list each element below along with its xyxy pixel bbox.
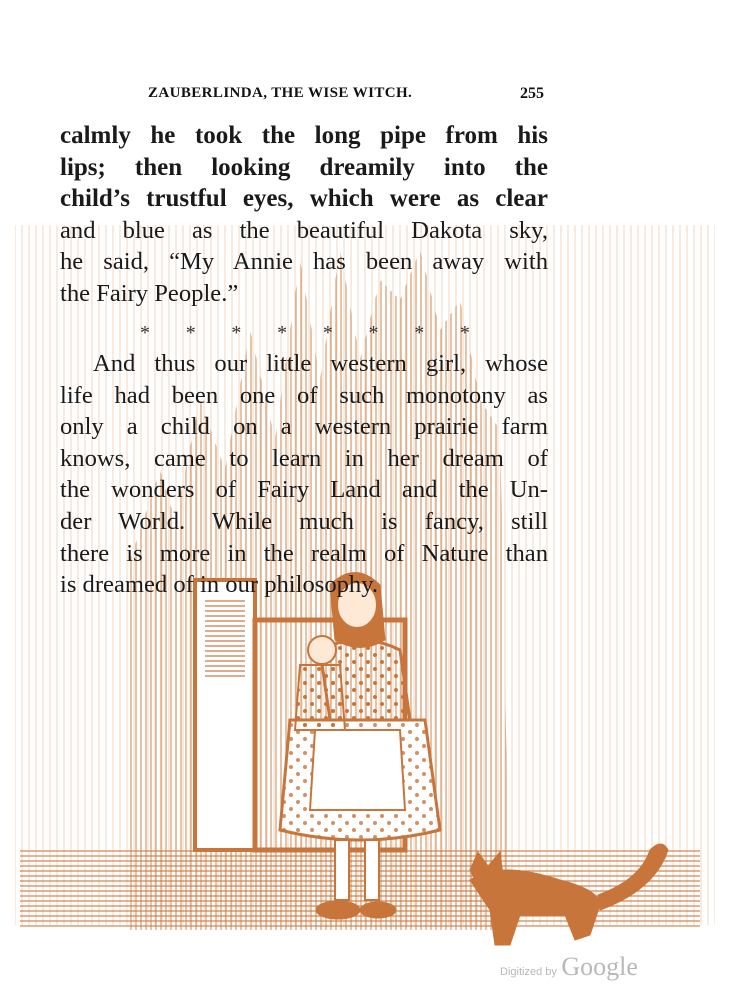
watermark-prefix: Digitized by	[500, 966, 557, 978]
text-line: the Fairy People.”	[60, 279, 239, 307]
text-line: der World. While much is fancy, still	[60, 507, 548, 535]
digitized-watermark	[500, 952, 638, 982]
separator-star: *	[414, 322, 425, 344]
text-line: life had been one of such monotony as	[60, 381, 548, 409]
page-number: 255	[520, 85, 544, 102]
closing-paragraph	[60, 348, 548, 601]
opening-paragraph	[60, 120, 548, 310]
text-line: the wonders of Fairy Land and the Un-	[60, 476, 548, 504]
text-line: only a child on a western prairie farm	[60, 413, 548, 441]
text-line: calmly he took the long pipe from his	[60, 122, 548, 149]
text-line: and blue as the beautiful Dakota sky,	[60, 216, 548, 244]
text-line: lips; then looking dreamily into the	[60, 153, 548, 181]
separator-star: *	[140, 322, 150, 344]
separator-star: *	[322, 322, 333, 344]
running-head: ZAUBERLINDA, THE WISE WITCH.	[148, 85, 413, 101]
text-line: he said, “My Annie has been away with	[60, 248, 548, 276]
separator-star: *	[185, 322, 196, 344]
text-line: child’s trustful eyes, which were as clear	[60, 185, 548, 213]
separator-star: *	[459, 322, 470, 344]
separator-star: *	[368, 322, 379, 344]
separator-star: *	[231, 322, 242, 344]
text-line: there is more in the realm of Nature than	[60, 539, 548, 567]
section-separator	[140, 322, 470, 345]
separator-star: *	[277, 322, 288, 344]
google-logo: Google	[561, 952, 638, 981]
text-line: knows, came to learn in her dream of	[60, 444, 548, 472]
text-line: And thus our little western girl, whose	[93, 350, 548, 377]
text-line: is dreamed of in our philosophy.	[60, 571, 379, 599]
